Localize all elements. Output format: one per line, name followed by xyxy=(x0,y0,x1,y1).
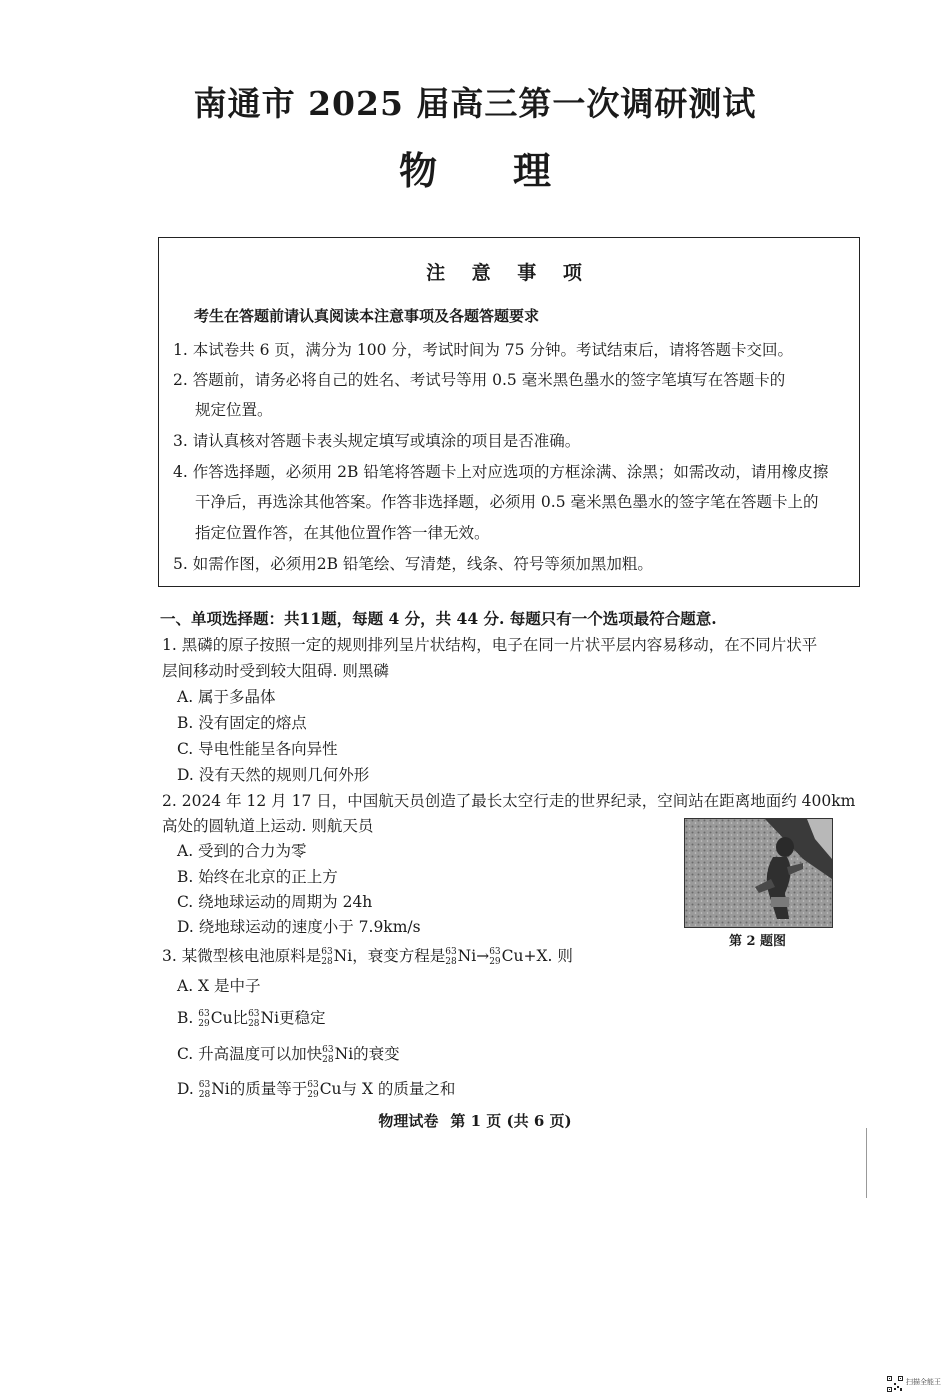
page-footer xyxy=(0,1110,950,1131)
notice-item: 4. 作答选择题，必须用 2B 铅笔将答题卡上对应选项的方框涂满、涂黑；如需改动，请用橡皮擦 xyxy=(173,463,829,481)
q1-option-a: A. 属于多晶体 xyxy=(177,688,276,706)
qr-code-icon xyxy=(887,1376,903,1392)
section-heading: 一、单项选择题：共11题，每题 4 分，共 44 分. 每题只有一个选项最符合题意. xyxy=(160,609,717,628)
nuclide-ni: 63 28 xyxy=(322,1045,334,1065)
notice-box xyxy=(158,237,860,587)
nuclide-ni: 63 28 xyxy=(445,947,457,967)
q1-option-b: B. 没有固定的熔点 xyxy=(177,714,307,732)
notice-item: 2. 答题前，请务必将自己的姓名、考试号等用 0.5 毫米黑色墨水的签字笔填写在答题卡的 xyxy=(173,371,786,389)
q1-option-d: D. 没有天然的规则几何外形 xyxy=(177,766,370,784)
q3-option-c: C. 升高温度可以加快 63 28 Ni的衰变 xyxy=(177,1045,400,1065)
astronaut-photo xyxy=(684,818,833,928)
q2-stem: 2. 2024 年 12 月 17 日，中国航天员创造了最长太空行走的世界纪录，空间站在距离地面约 400km xyxy=(162,792,856,810)
q2-stem-cont: 高处的圆轨道上运动. 则航天员 xyxy=(162,817,374,835)
nuclide-ni: 63 28 xyxy=(321,947,333,967)
exam-title: 南通市 2025 届高三第一次调研测试 xyxy=(193,84,757,123)
q2-option-d: D. 绕地球运动的速度小于 7.9km/s xyxy=(177,918,421,936)
figure-caption: 第 2 题图 xyxy=(728,934,787,949)
scan-edge-line xyxy=(866,1128,867,1198)
nuclide-cu: 63 29 xyxy=(489,947,501,967)
astronaut-photo-drawing xyxy=(685,819,832,927)
q3-stem-prefix: 3. 某微型核电池原料是 xyxy=(162,947,322,965)
footer-page-number: 第 1 页 (共 6 页) xyxy=(450,1112,572,1130)
q1-stem: 1. 黑磷的原子按照一定的规则排列呈片状结构，电子在同一片状平层内容易移动，在不同片状平 xyxy=(162,636,818,654)
notice-item-cont: 规定位置。 xyxy=(195,401,273,419)
nuclide-cu: 63 29 xyxy=(307,1080,319,1100)
notice-intro: 考生在答题前请认真阅读本注意事项及各题答题要求 xyxy=(194,307,540,325)
subject-char: 理 xyxy=(513,148,552,193)
q3-option-d: D. 63 28 Ni的质量等于 63 29 Cu与 X 的质量之和 xyxy=(177,1080,456,1100)
subject-char: 物 xyxy=(398,148,437,193)
notice-item: 1. 本试卷共 6 页，满分为 100 分，考试时间为 75 分钟。考试结束后，请将答题卡交回。 xyxy=(173,341,793,359)
q2-option-c: C. 绕地球运动的周期为 24h xyxy=(177,893,373,911)
q3-stem: 3. 某微型核电池原料是 63 28 Ni，衰变方程是 63 28 Ni→ 63 29 Cu+X. 则 xyxy=(162,947,573,967)
q3-option-a: A. X 是中子 xyxy=(177,977,261,995)
footer-label: 物理试卷 xyxy=(378,1112,439,1130)
q2-option-b: B. 始终在北京的正上方 xyxy=(177,868,338,886)
nuclide-ni: 63 28 xyxy=(198,1080,211,1100)
q1-option-c: C. 导电性能呈各向异性 xyxy=(177,740,338,758)
nuclide-cu: 63 29 xyxy=(198,1009,210,1029)
notice-item-cont: 指定位置作答，在其他位置作答一律无效。 xyxy=(195,524,490,542)
scanner-watermark: 扫描全能王 xyxy=(906,1378,941,1386)
notice-item-cont: 干净后，再选涂其他答案。作答非选择题，必须用 0.5 毫米黑色墨水的签字笔在答题卡上的 xyxy=(195,493,819,511)
notice-item: 5. 如需作图，必须用2B 铅笔绘、写清楚，线条、符号等须加黑加粗。 xyxy=(173,555,653,573)
subject-title xyxy=(0,140,950,195)
q3-option-b: B. 63 29 Cu比 63 28 Ni更稳定 xyxy=(177,1009,326,1029)
q1-stem-cont: 层间移动时受到较大阻碍. 则黑磷 xyxy=(162,662,389,680)
notice-title: 注 意 事 项 xyxy=(426,262,592,284)
q2-option-a: A. 受到的合力为零 xyxy=(177,842,307,860)
notice-item: 3. 请认真核对答题卡表头规定填写或填涂的项目是否准确。 xyxy=(173,432,581,450)
nuclide-ni: 63 28 xyxy=(248,1009,260,1029)
